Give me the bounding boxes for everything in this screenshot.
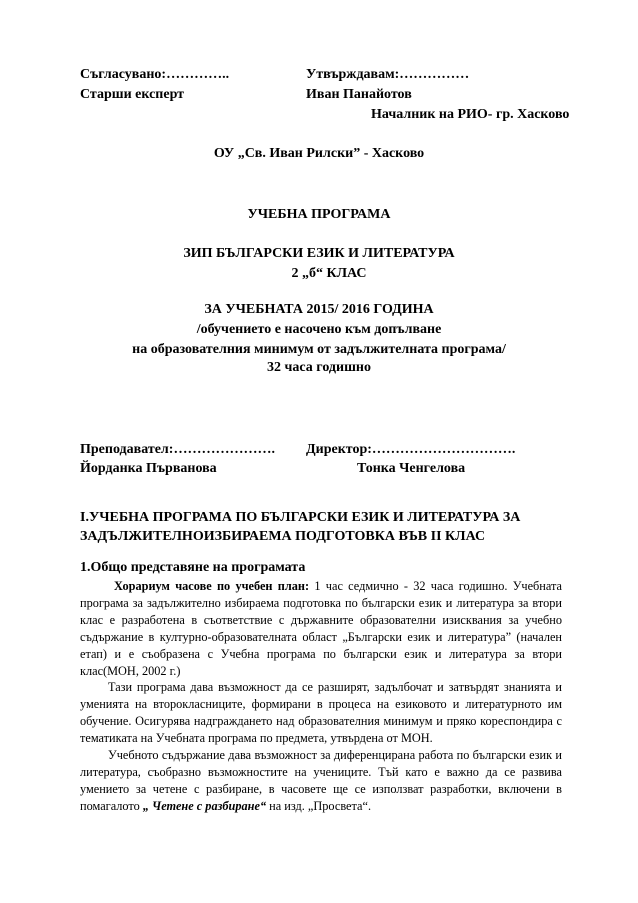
agreed-role: Старши експерт xyxy=(80,87,185,102)
approve-label: Утвърждавам:…………… xyxy=(306,67,470,82)
teacher-label: Преподавател:…………………. xyxy=(80,442,275,457)
hours-bold-label: Хорариум часове по учебен план: xyxy=(114,579,310,593)
paragraph-3-text: Учебното съдържание дава възможност за диференцирана работа по български език и литература, съобразно възможностите на учениците. Тъй като е важно да се развива умението за четене с разбиране, в часовете ще се използват разработки, включени в помагалото xyxy=(80,748,562,813)
director-name: Тонка Ченгелова xyxy=(357,461,466,476)
program-title: УЧЕБНА ПРОГРАМА xyxy=(247,207,391,222)
paragraph-3-end: на изд. „Просвета“. xyxy=(266,798,372,813)
program-class: 2 „б“ КЛАС xyxy=(291,266,367,281)
program-hours: 32 часа годишно xyxy=(267,360,371,375)
body-text xyxy=(80,578,562,815)
paragraph-1 xyxy=(80,578,562,679)
director-label: Директор:…………………………. xyxy=(306,442,516,457)
program-aim-line1: /обучението е насочено към допълване xyxy=(196,322,442,337)
paragraph-2: Тази програма дава възможност да се разширят, задълбочат и затвърдят знанията и уменията на второкласниците, формирани в процеса на езиковото и литературното им обучение. Осигурява надграждането над образователния минимум и пряко кореспондира с тематиката на Учебната програма по предмета, утвърдена от МОН. xyxy=(80,680,562,746)
program-year: ЗА УЧЕБНАТА 2015/ 2016 ГОДИНА xyxy=(204,302,434,317)
approve-name: Иван Панайотов xyxy=(306,87,412,102)
program-aim-line2: на образователния минимум от задължителната програма/ xyxy=(132,342,506,357)
agreed-label: Съгласувано:………….. xyxy=(80,67,230,82)
approve-role: Началник на РИО- гр. Хасково xyxy=(371,107,570,122)
teacher-name: Йорданка Първанова xyxy=(80,461,217,476)
book-title: „ Четене с разбиране“ xyxy=(142,798,267,813)
paragraph-3 xyxy=(80,747,562,815)
program-subject: ЗИП БЪЛГАРСКИ ЕЗИК И ЛИТЕРАТУРА xyxy=(183,246,455,261)
section-heading-line1: I.УЧЕБНА ПРОГРАМА ПО БЪЛГАРСКИ ЕЗИК И ЛИТЕРАТУРА ЗА xyxy=(80,510,521,525)
school-name: ОУ „Св. Иван Рилски” - Хасково xyxy=(213,146,425,161)
sub-heading: 1.Общо представяне на програмата xyxy=(80,560,306,575)
paragraph-1-text: 1 час седмично - 32 часа годишно. Учебната програма за задължително избираема подготовка по български език и литература за втори клас е разработена в съответствие с държавните образователни изисквания за учебно съдържание в културно-образователната област „Български език и литература” (начален етап) и е съобразена с Учебна програма по български език и литература за втори клас(МОН, 2002 г.) xyxy=(80,579,562,678)
section-heading-line2: ЗАДЪЛЖИТЕЛНОИЗБИРАЕМА ПОДГОТОВКА ВЪВ II КЛАС xyxy=(80,529,486,544)
